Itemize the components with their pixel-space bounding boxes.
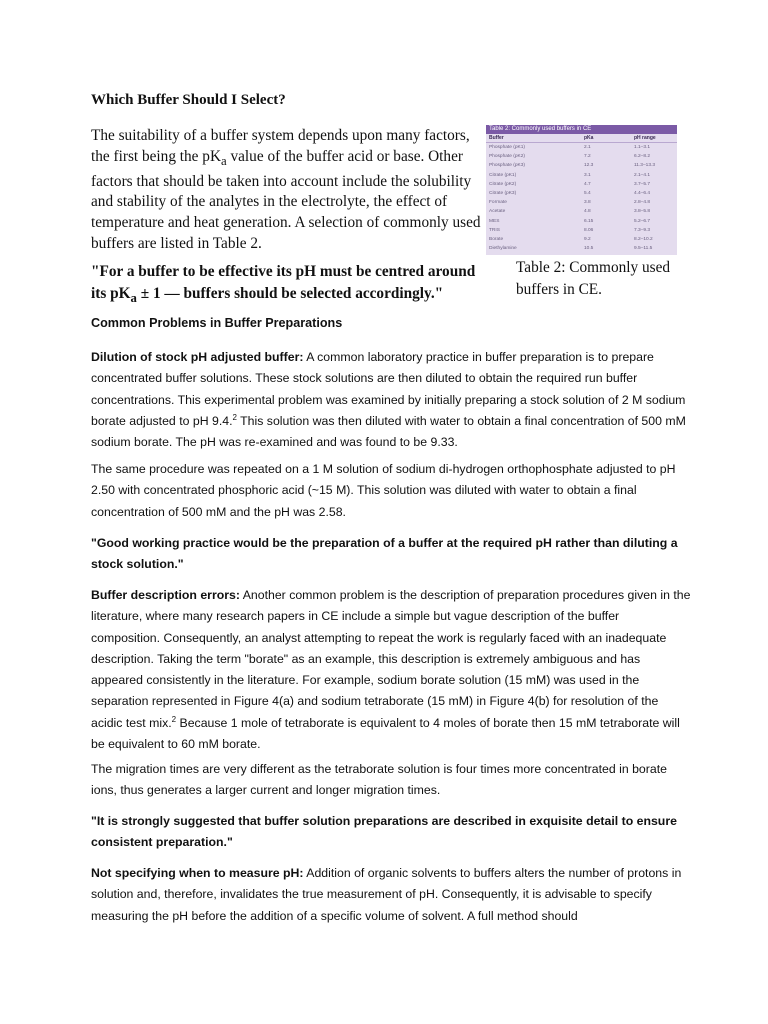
table-cell-pka: 9.2 bbox=[584, 237, 591, 243]
table-row bbox=[486, 143, 677, 152]
table-cell-range: 6.2–8.2 bbox=[634, 154, 651, 160]
paragraph-measure-ph bbox=[91, 863, 691, 927]
pull-quote-pka bbox=[91, 261, 481, 309]
intro-text-b: value of the buffer acid or base. Other factors that should be taken into account include the solubility and stability of the analytes in the electrolyte, the effect of temperature and heat generation. A selection of commonly used buffers are listed in Table 2. bbox=[91, 147, 481, 253]
buffer-table-image bbox=[486, 125, 677, 255]
table-row bbox=[486, 189, 677, 198]
table-cell-pka: 2.1 bbox=[584, 145, 591, 150]
table-row bbox=[486, 198, 677, 207]
table-row bbox=[486, 207, 677, 216]
paragraph-migration: The migration times are very different as the tetraborate solution is four times more concentrated in borate ions, thus generates a larger current and longer migration times. bbox=[91, 762, 667, 798]
table-cell-range: 1.1–3.1 bbox=[634, 145, 651, 150]
table-cell-buffer: Diethylamine bbox=[489, 246, 517, 252]
table-cell-pka: 3.1 bbox=[584, 172, 591, 178]
p5-text: Addition of organic solvents to buffers alters the number of protons in solution and, therefore, invalidates the true measurement of pH. Consequently, it is advisable to specify measuring the pH before the addition of a specific volume of solvent. A full method should bbox=[91, 866, 682, 923]
table-row bbox=[486, 235, 677, 244]
table-cell-pka: 6.15 bbox=[584, 218, 594, 224]
table-cell-buffer: Citrate (pK1) bbox=[489, 172, 517, 178]
quote1-text-b: ± 1 — buffers should be selected accordingly." bbox=[136, 284, 444, 302]
intro-text-a: The suitability of a buffer system depends upon many factors, the first being the pK bbox=[91, 127, 470, 165]
table-cell-buffer: Acetate bbox=[489, 209, 506, 215]
table-cell-pka: 4.8 bbox=[584, 209, 591, 215]
table-header: Table 2: Commonly used buffers in CE bbox=[486, 125, 677, 134]
p3-text-a: Another common problem is the description of preparation procedures given in the literature, where many research papers in CE include a simple but vague description of the buffer composition. Consequently, an analyst attempting to repeat the work is regularly faced with an inadequate description. Taking the term "borate" as an example, this description is extremely ambiguous and has appeared consistently in the literature. For example, sodium borate solution (15 mM) was used in the separation represented in Figure 4(a) and sodium tetraborate (15 mM) in Figure 4(b) for resolution of the acidic test mix. bbox=[91, 588, 691, 730]
table-cell-pka: 10.5 bbox=[584, 246, 594, 252]
p5-lead: Not specifying when to measure pH: bbox=[91, 866, 304, 880]
table-row bbox=[486, 226, 677, 235]
table-row bbox=[486, 244, 677, 253]
col-buffer: Buffer bbox=[489, 135, 504, 141]
quote1-text-a: "For a buffer to be effective its pH must be centred around its pK bbox=[91, 263, 476, 302]
table-caption: Table 2: Commonly used buffers in CE. bbox=[516, 259, 671, 298]
table-cell-buffer: TRIS bbox=[489, 227, 500, 233]
table-row bbox=[486, 152, 677, 161]
table-rows bbox=[486, 143, 677, 253]
quote1-subscript: a bbox=[130, 290, 137, 305]
table-column-headers bbox=[486, 134, 677, 143]
table-cell-range: 5.2–6.7 bbox=[634, 218, 651, 224]
table-cell-range: 3.8–5.8 bbox=[634, 209, 651, 215]
intro-paragraph bbox=[91, 126, 481, 255]
table-cell-range: 4.4–6.4 bbox=[634, 191, 651, 197]
p3-citation: 2 bbox=[171, 714, 177, 724]
p1-text-b: This solution was then diluted with water to obtain a final concentration of 500 mM sodium borate. The pH was re-examined and was found to be 9.33. bbox=[91, 413, 686, 450]
paragraph-description-errors bbox=[91, 585, 691, 755]
col-range: pH range bbox=[634, 135, 656, 141]
paragraph-phosphate: The same procedure was repeated on a 1 M solution of sodium di-hydrogen orthophosphate adjusted to pH 2.50 with concentrated phosphoric acid (~15 M). This solution was diluted with water to obtain a final concentration of 500 mM and the pH was 2.58. bbox=[91, 462, 676, 519]
p3-lead: Buffer description errors: bbox=[91, 588, 240, 602]
paragraph-dilution bbox=[91, 347, 691, 453]
table-cell-pka: 5.4 bbox=[584, 191, 591, 197]
table-cell-buffer: Phosphate (pK1) bbox=[489, 145, 526, 150]
p3-text-b: Because 1 mole of tetraborate is equivalent to 4 moles of borate then 15 mM tetraborate will be equivalent to 60 mM borate. bbox=[91, 715, 680, 752]
table-cell-pka: 4.7 bbox=[584, 181, 591, 187]
table-cell-buffer: MES bbox=[489, 218, 500, 224]
pull-quote-working-practice: "Good working practice would be the preparation of a buffer at the required pH rather than diluting a stock solution." bbox=[91, 536, 678, 572]
table-row bbox=[486, 217, 677, 226]
table-cell-buffer: Borate bbox=[489, 237, 504, 243]
table-cell-pka: 3.8 bbox=[584, 200, 591, 206]
table-cell-pka: 12.3 bbox=[584, 163, 594, 169]
p1-citation: 2 bbox=[232, 412, 237, 422]
table-cell-buffer: Phosphate (pK3) bbox=[489, 163, 526, 169]
table-cell-buffer: Citrate (pK2) bbox=[489, 181, 517, 187]
table-row bbox=[486, 171, 677, 180]
table-cell-range: 8.2–10.2 bbox=[634, 237, 653, 243]
table-cell-pka: 7.2 bbox=[584, 154, 591, 160]
table-row bbox=[486, 161, 677, 170]
table-cell-range: 3.7–5.7 bbox=[634, 181, 651, 187]
table-cell-buffer: Formate bbox=[489, 200, 507, 206]
table-cell-buffer: Phosphate (pK2) bbox=[489, 154, 526, 160]
p1-lead: Dilution of stock pH adjusted buffer: bbox=[91, 350, 304, 364]
page-title: Which Buffer Should I Select? bbox=[91, 92, 286, 108]
table-row bbox=[486, 180, 677, 189]
table-cell-range: 7.3–9.3 bbox=[634, 227, 651, 233]
col-pka: pKa bbox=[584, 135, 594, 141]
table-cell-range: 2.1–4.1 bbox=[634, 172, 651, 178]
intro-subscript: a bbox=[221, 153, 227, 168]
table-cell-range: 2.8–4.8 bbox=[634, 200, 651, 206]
table-cell-range: 9.5–11.5 bbox=[634, 246, 653, 252]
p1-text-a: A common laboratory practice in buffer preparation is to prepare concentrated buffer solutions. These stock solutions are then diluted to obtain the required run buffer concentrations. This experimental problem was examined by initially preparing a stock solution of 2 M sodium borate adjusted to pH 9.4. bbox=[91, 350, 686, 428]
table-cell-range: 11.3–13.3 bbox=[634, 163, 655, 169]
table-cell-buffer: Citrate (pK3) bbox=[489, 191, 517, 197]
table-cell-pka: 8.06 bbox=[584, 227, 594, 233]
pull-quote-exquisite-detail: "It is strongly suggested that buffer solution preparations are described in exquisite detail to ensure consistent preparation." bbox=[91, 814, 677, 850]
section-heading: Common Problems in Buffer Preparations bbox=[91, 316, 343, 330]
